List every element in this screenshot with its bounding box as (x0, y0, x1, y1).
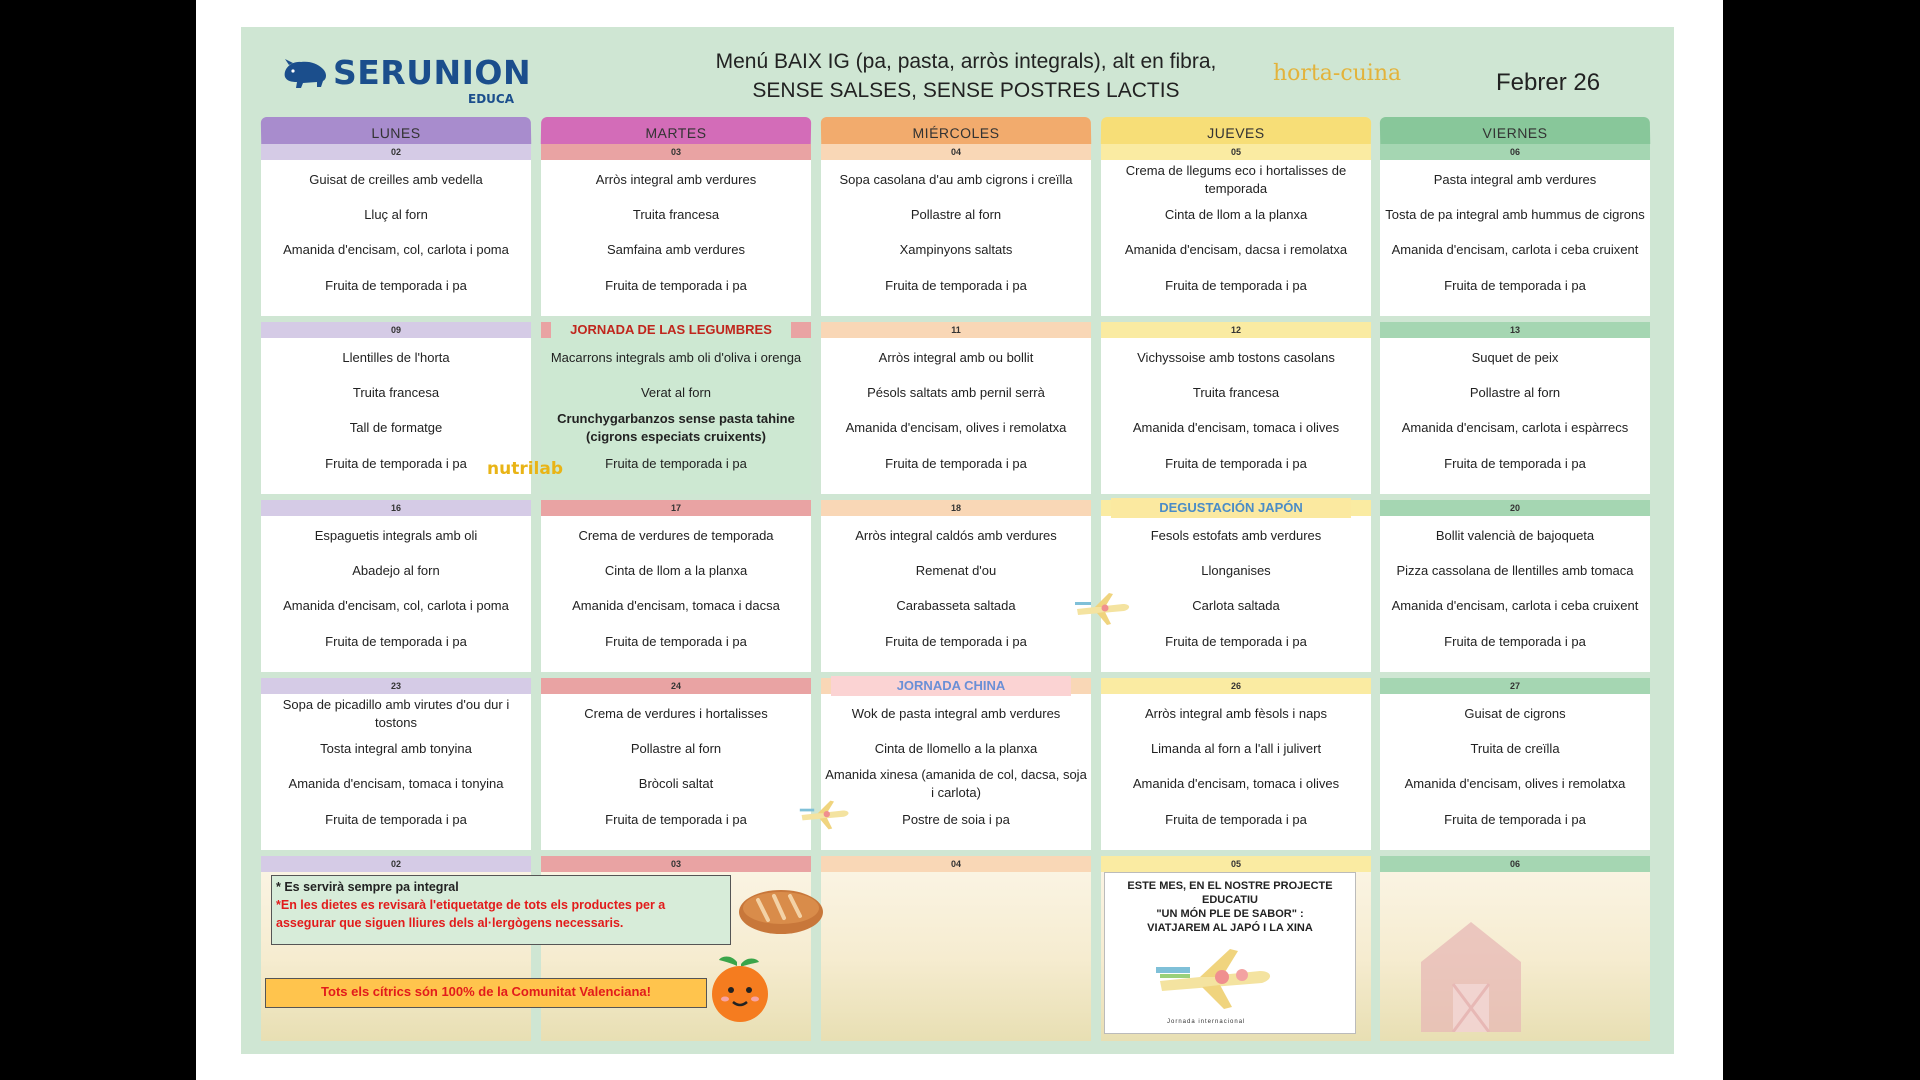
dish-2: Cinta de llom a la planxa (1164, 207, 1308, 222)
day-number: 17 (541, 500, 811, 516)
dish-4: Fruita de temporada i pa (325, 278, 467, 293)
bread-icon (736, 882, 826, 937)
dish-1: Sopa casolana d'au amb cigrons i creïlla (839, 172, 1073, 187)
dish-4: Fruita de temporada i pa (605, 634, 747, 649)
day-header-2: MIÉRCOLES (821, 117, 1091, 144)
orange-icon (707, 952, 773, 1024)
day-number: 12 (1101, 322, 1371, 338)
dish-3: Bròcoli saltat (638, 776, 714, 791)
dish-4: Postre de soia i pa (902, 812, 1010, 827)
menu-title-line1: Menú BAIX IG (pa, pasta, arròs integrals), alt en fibra, (715, 50, 1217, 73)
menu-cell (1380, 322, 1650, 494)
menu-cell (541, 322, 811, 494)
dish-1: Espaguetis integrals amb oli (314, 528, 478, 543)
dish-3: Carabasseta saltada (896, 598, 1016, 613)
project-line2: EDUCATIU (1201, 894, 1258, 906)
day-number: 09 (261, 322, 531, 338)
menu-cell (541, 500, 811, 672)
dish-3: Amanida d'encisam, olives i remolatxa (1404, 776, 1626, 791)
dish-4: Fruita de temporada i pa (605, 278, 747, 293)
barn-icon (1411, 912, 1531, 1032)
dish-2: Truita francesa (1192, 385, 1280, 400)
dish-4: Fruita de temporada i pa (885, 456, 1027, 471)
dish-3: Tall de formatge (349, 420, 443, 435)
dish-4: Fruita de temporada i pa (885, 634, 1027, 649)
dish-4: Fruita de temporada i pa (1165, 634, 1307, 649)
event-banner: DEGUSTACIÓN JAPÓN (1111, 498, 1351, 518)
dish-4: Fruita de temporada i pa (325, 812, 467, 827)
dish-1: Guisat de creilles amb vedella (309, 172, 483, 187)
dish-2: Pésols saltats amb pernil serrà (867, 385, 1045, 400)
dish-1: Crema de verdures de temporada (578, 528, 774, 543)
menu-cell (1101, 678, 1371, 850)
dish-3: Crunchygarbanzos sense pasta tahine (cigrons especiats cruixents) (557, 411, 795, 444)
menu-cell (821, 500, 1091, 672)
brand-name: SERUNION (333, 53, 532, 92)
dish-4: Fruita de temporada i pa (605, 812, 747, 827)
menu-board (241, 27, 1674, 1054)
menu-cell (261, 144, 531, 316)
dish-1: Suquet de peix (1471, 350, 1559, 365)
dish-1: Pasta integral amb verdures (1433, 172, 1597, 187)
dish-3: Carlota saltada (1192, 598, 1280, 613)
day-number: 13 (1380, 322, 1650, 338)
note-bread: * Es servirà sempre pa integral (276, 880, 459, 894)
menu-title-line2: SENSE SALSES, SENSE POSTRES LACTIS (752, 79, 1180, 102)
dish-4: Fruita de temporada i pa (1165, 456, 1307, 471)
project-line4: VIATJAREM AL JAPÓ I LA XINA (1147, 922, 1313, 934)
menu-cell (1101, 322, 1371, 494)
day-header-4: VIERNES (1380, 117, 1650, 144)
menu-cell (1380, 678, 1650, 850)
day-number: 11 (821, 322, 1091, 338)
dish-3: Amanida xinesa (amanida de col, dacsa, soja i carlota) (825, 767, 1087, 800)
dish-3: Amanida d'encisam, tomaca i olives (1132, 420, 1340, 435)
menu-cell (1101, 500, 1371, 672)
menu-cell (541, 678, 811, 850)
day-header-0: LUNES (261, 117, 531, 144)
dish-2: Abadejo al forn (352, 563, 440, 578)
dish-3: Xampinyons saltats (899, 242, 1013, 257)
diet-notes (271, 875, 731, 945)
day-header-3: JUEVES (1101, 117, 1371, 144)
dish-4: Fruita de temporada i pa (325, 456, 467, 471)
event-banner: JORNADA DE LAS LEGUMBRES (551, 320, 791, 340)
airplane-sticker-2-icon (797, 797, 853, 833)
day-number: 18 (821, 500, 1091, 516)
day-number: 23 (261, 678, 531, 694)
dish-1: Crema de verdures i hortalisses (584, 706, 768, 721)
dish-1: Arròs integral amb verdures (595, 172, 757, 187)
menu-cell (821, 144, 1091, 316)
day-header-1: MARTES (541, 117, 811, 144)
dish-4: Fruita de temporada i pa (1165, 278, 1307, 293)
dish-1: Arròs integral amb ou bollit (878, 350, 1034, 365)
dish-4: Fruita de temporada i pa (1444, 812, 1586, 827)
dish-3: Amanida d'encisam, col, carlota i poma (283, 242, 509, 257)
brand-sub: EDUCA (468, 92, 514, 106)
dish-1: Bollit valencià de bajoqueta (1435, 528, 1595, 543)
menu-cell (541, 144, 811, 316)
dish-1: Arròs integral amb fèsols i naps (1144, 706, 1328, 721)
project-box (1104, 872, 1356, 1034)
note-allergens: *En les dietes es revisarà l'etiquetatge de tots els productes per a assegurar que siguen lliures dels al·lergògens necessaris. (276, 898, 666, 930)
bottom-cell (821, 856, 1091, 1041)
dish-2: Pizza cassolana de llentilles amb tomaca (1396, 563, 1634, 578)
menu-cell (1380, 500, 1650, 672)
dish-3: Amanida d'encisam, dacsa i remolatxa (1124, 242, 1348, 257)
dish-2: Truita de creïlla (1470, 741, 1560, 756)
day-number: 04 (821, 144, 1091, 160)
dish-1: Arròs integral caldós amb verdures (855, 528, 1057, 543)
day-number: 05 (1101, 856, 1371, 872)
dish-2: Llonganises (1201, 563, 1271, 578)
day-number: 06 (1380, 144, 1650, 160)
dish-1: Llentilles de l'horta (342, 350, 450, 365)
menu-cell (1101, 144, 1371, 316)
dish-3: Amanida d'encisam, tomaca i tonyina (288, 776, 504, 791)
dish-2: Pollastre al forn (910, 207, 1002, 222)
dish-2: Pollastre al forn (630, 741, 722, 756)
dish-4: Fruita de temporada i pa (325, 634, 467, 649)
month-label: Febrer 26 (1496, 69, 1601, 96)
project-line1: ESTE MES, EN EL NOSTRE PROJECTE (1127, 880, 1333, 892)
project-caption: Jornada internacional (1167, 1019, 1246, 1025)
dish-1: Wok de pasta integral amb verdures (851, 706, 1061, 721)
menu-cell (1380, 144, 1650, 316)
airplane-sticker-icon (1073, 589, 1133, 629)
dish-4: Fruita de temporada i pa (885, 278, 1027, 293)
menu-title (691, 47, 1241, 105)
dish-2: Lluç al forn (364, 207, 428, 222)
dish-4: Fruita de temporada i pa (605, 456, 747, 471)
dish-2: Remenat d'ou (915, 563, 997, 578)
day-number: 06 (1380, 856, 1650, 872)
dish-3: Amanida d'encisam, tomaca i olives (1132, 776, 1340, 791)
dish-2: Tosta de pa integral amb hummus de cigrons (1385, 207, 1645, 222)
dish-1: Guisat de cigrons (1464, 706, 1566, 721)
nutrilab-logo: nutrilab (487, 459, 564, 479)
day-number: 26 (1101, 678, 1371, 694)
menu-cell (261, 500, 531, 672)
event-banner: JORNADA CHINA (831, 676, 1071, 696)
dish-2: Truita francesa (632, 207, 720, 222)
dish-2: Truita francesa (352, 385, 440, 400)
menu-cell (821, 678, 1091, 850)
day-number: 02 (261, 856, 531, 872)
dish-1: Sopa de picadillo amb virutes d'ou dur i tostons (282, 697, 510, 730)
partner-logo-text: horta-cuina (1273, 61, 1402, 86)
airplane-icon (1150, 943, 1280, 1013)
dish-4: Fruita de temporada i pa (1165, 812, 1307, 827)
dish-4: Fruita de temporada i pa (1444, 278, 1586, 293)
dish-2: Pollastre al forn (1469, 385, 1561, 400)
citrus-banner: Tots els cítrics són 100% de la Comunitat Valenciana! (265, 978, 707, 1008)
day-number: 27 (1380, 678, 1650, 694)
dish-1: Crema de llegums eco i hortalisses de temporada (1125, 163, 1347, 196)
dish-2: Cinta de llomello a la planxa (874, 741, 1038, 756)
dish-2: Cinta de llom a la planxa (604, 563, 748, 578)
dish-3: Samfaina amb verdures (606, 242, 745, 257)
menu-cell (821, 322, 1091, 494)
project-line3: "UN MÓN PLE DE SABOR" : (1156, 908, 1304, 920)
dish-2: Verat al forn (640, 385, 712, 400)
dish-3: Amanida d'encisam, olives i remolatxa (845, 420, 1067, 435)
day-number: 05 (1101, 144, 1371, 160)
day-number: 20 (1380, 500, 1650, 516)
day-number: 24 (541, 678, 811, 694)
dish-1: Fesols estofats amb verdures (1150, 528, 1322, 543)
slide (196, 0, 1723, 1080)
day-number: 04 (821, 856, 1091, 872)
dish-1: Macarrons integrals amb oli d'oliva i orenga (550, 350, 802, 365)
dish-1: Vichyssoise amb tostons casolans (1137, 350, 1335, 365)
menu-cell (261, 678, 531, 850)
dish-4: Fruita de temporada i pa (1444, 456, 1586, 471)
dish-3: Amanida d'encisam, carlota i espàrrecs (1401, 420, 1629, 435)
dish-3: Amanida d'encisam, col, carlota i poma (283, 598, 509, 613)
serunion-logo (281, 51, 532, 111)
day-number: 16 (261, 500, 531, 516)
dish-2: Limanda al forn a l'all i julivert (1150, 741, 1322, 756)
dish-3: Amanida d'encisam, tomaca i dacsa (572, 598, 780, 613)
day-number: 02 (261, 144, 531, 160)
day-number: 03 (541, 144, 811, 160)
dish-4: Fruita de temporada i pa (1444, 634, 1586, 649)
dish-3: Amanida d'encisam, carlota i ceba cruixent (1391, 242, 1639, 257)
day-number: 03 (541, 856, 811, 872)
bison-icon (281, 57, 329, 91)
dish-2: Tosta integral amb tonyina (320, 741, 472, 756)
dish-3: Amanida d'encisam, carlota i ceba cruixent (1391, 598, 1639, 613)
